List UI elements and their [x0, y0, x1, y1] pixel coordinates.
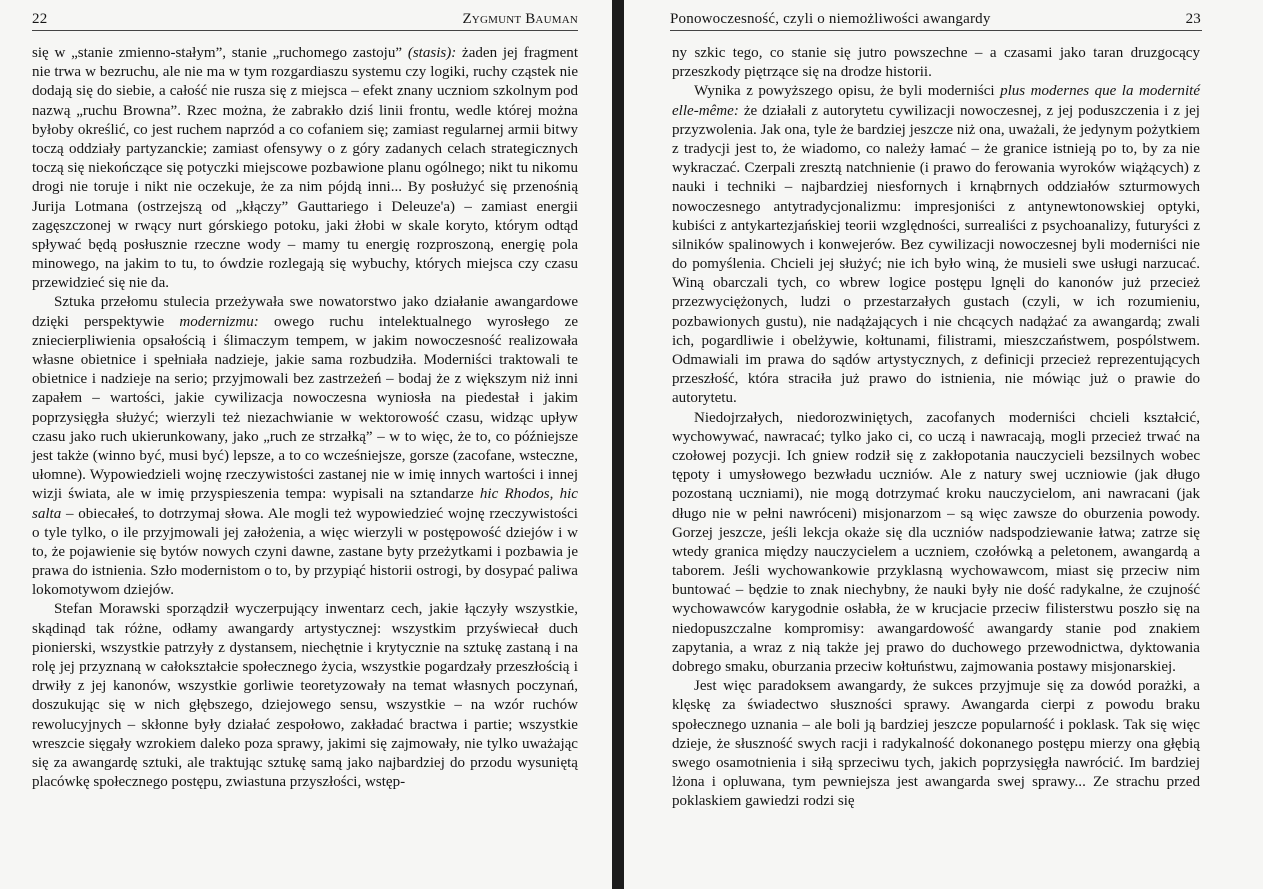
text-run: – obiecałeś, to dotrzymaj słowa. Ale mogli też wypowiedzieć wojnę rzeczywistości o tyle tylko, o ile przyjmowali jej założenia, a więc wierzyli w postępowość dziejów i w to, że pojawienie się bytów nowych czyni dawne, zastane byty przeżytkami i pozbawia je prawa do istnienia. Szło modernistom o to, by przypiąć historii ostrogi, by dosypać paliwa lokomotywom dziejów.	[32, 505, 578, 599]
paragraph	[32, 293, 578, 600]
italic-phrase: modernizmu:	[179, 313, 259, 330]
italic-phrase: (stasis):	[407, 45, 457, 61]
paragraph	[672, 677, 1200, 811]
text-run: Jest więc paradoksem awangardy, że sukces przyjmuje się za dowód porażki, a klęskę za świadectwo słuszności sprawy. Awangarda cierpi z powodu braku społecznego uznania – ale boli ją bardziej jeszcze popularność i poklask. Tak się więc dzieje, że słuszność swych racji i radykalność dokonanego postępu mierzy ona głębią swego osamotnienia i siłą sprzeciwu tych, jakich poprzysięgła nawrócić. Im bardziej lżona i opluwana, tym pewniejsza jest awangarda swej sprawy... Ze strachu przed poklaskiem gawiedzi rodzi się	[672, 678, 1200, 810]
text-run: Wynika z powyższego opisu, że byli moderniści	[694, 83, 1001, 100]
header-rule	[670, 30, 1202, 31]
text-run: Sztuka przełomu stulecia przeżywała swe nowatorstwo jako działanie awangardowe dzięki perspektywie	[32, 294, 578, 330]
running-head: Ponowoczesność, czyli o niemożliwości awangardy	[670, 11, 991, 27]
left-page	[0, 0, 612, 889]
header-rule	[32, 30, 578, 31]
paragraph	[32, 600, 578, 792]
body-text	[32, 44, 578, 792]
italic-phrase: hic Rhodos, hic salta	[32, 486, 578, 522]
text-run: ny szkic tego, co stanie się jutro powszechne – a czasami jako taran druzgocący przeszkody piętrzące się na drodze historii.	[672, 45, 1200, 81]
page-number: 22	[32, 11, 48, 27]
text-run: się w „stanie zmienno-stałym”, stanie „ruchomego zastoju”	[32, 45, 408, 61]
page-number: 23	[1185, 11, 1201, 27]
body-text	[672, 44, 1200, 812]
book-gutter	[612, 0, 624, 889]
right-page	[624, 0, 1263, 889]
text-run: żaden jej fragment nie trwa w bezruchu, ale nie ma w tym rozgardiaszu systemu czy logiki, ruchy cząstek nie dodają się do siebie, a całość nie rusza się z miejsca – efekt znany uczniom szkolnym pod nazwą „ruchu Browna”. Rzec można, że zabrakło dziś linii frontu, wedle której można byłoby określić, co jest ruchem naprzód a co cofaniem się; zamiast regularnej armii bitwy toczą oddziały partyzanckie; zamiast ofensywy o z góry zadanych celach strategicznych toczą się niekończące się potyczki miejscowe pozbawione planu ogólnego; nikt tu nikomu drogi nie toruje i nikt nie oczekuje, że za nim pójdą inni... By posłużyć się przenośnią Jurija Lotmana (ostrzejszą od „kłączy” Gauttariego i Deleuze'a) – zamiast energii zagęszczonej w rwący nurt górskiego potoku, jaki żłobi w skale koryto, którym odtąd spływać będą posłusznie rzeczne wody – mamy tu energię rozproszoną, energię pola minowego, na jakim to tu, to ówdzie rozlegają się wybuchy, których miejsca czy czasu przewidzieć się nie da.	[32, 45, 578, 292]
paragraph	[32, 44, 578, 293]
italic-phrase: plus modernes que la modernité elle-même:	[672, 83, 1200, 119]
paragraph	[672, 44, 1200, 82]
text-run: owego ruchu intelektualnego wyrosłego ze zniecierpliwienia opsałością i ślimaczym tempem, w jakim nowoczesność realizowała własne obietnice i spełniała nadzieje, jakie sama rozbudziła. Moderniści traktowali te obietnice i nadzieje na serio; przyjmowali bez zastrzeżeń – bodaj że z większym niż inni zapałem – wartości, jakie cywilizacja nowoczesna wyniosła na piedestał i jakim poprzysięgła służyć; wierzyli też niezachwianie w wektorowość czasu, widząc upływ czasu jako ruch ukierunkowany, jako „ruch ze strzałką” – w to więc, że to, co późniejsze jest także (winno być, musi być) lepsze, a to co wcześniejsze, gorsze (zacofane, wsteczne, ułomne). Wypowiedzieli wojnę rzeczywistości zastanej nie w imię innych wartości i innej wizji świata, ale w imię przyspieszenia tempa: wypisali na sztandarze	[32, 313, 579, 503]
text-run: Niedojrzałych, niedorozwiniętych, zacofanych moderniści chcieli kształcić, wychowywać, nawracać; tylko jako ci, co uczą i nawracają, mogli przecież trwać na czołowej pozycji. Ich gniew rodził się z zakłopotania nauczycieli bezsilnych wobec tępoty i umysłowego bezwładu uczniów. Ale z natury swej uczniowie (jak długo pozostaną uczniami), nie mogą dotrzymać kroku nauczycielom, ani nawracani (jak długo nie w pełni nawróceni) misjonarzom – są więc zawsze do oburzenia powody. Gorzej jeszcze, jeśli lekcja okaże się dla uczniów nadspodziewanie łatwa; zatrze się wtedy granica między nauczycielem a uczniem, czołówką a peletonem, awangardą a taborem. Jeśli wychowankowie przyklasną wychowawcom, miast się przeciw nim buntować – będzie to znak niechybny, że nauki były nie dość radykalne, że czujność wychowawców karygodnie osłabła, że w krucjacie przeciw filisterstwu poszło się na niedopuszczalne kompromisy: awangardowość awangardy stanie pod znakiem zapytania, a wraz z nią także jej prawo do duchowego przewodnictwa, dyktowania dobrego smaku, oburzania przeciw kołtuństwu, zajmowania postawy misjonarskiej.	[672, 409, 1200, 675]
text-run: Stefan Morawski sporządził wyczerpujący inwentarz cech, jakie łączyły wszystkie, skądinąd tak różne, odłamy awangardy artystycznej: wszystkim przyświecał duch pionierski, wszystkie patrzyły z dystansem, niechętnie i krytycznie na sztukę zastaną i na rolę jej przyznaną w całokształcie społecznego życia, wszystkie pogardzały przeszłością i drwiły z jej kanonów, wszystkie gorliwie teoretyzowały na temat własnych poczynań, doszukując się w nich głębszego, dziejowego sensu, wszystkie – na wzór ruchów rewolucyjnych – skłonne były działać zespołowo, zakładać bractwa i partie; wszystkie wreszcie sięgały wzrokiem daleko poza sprawy, jakimi się zajmowały, nie tylko uważając się za awangardę sztuki, ale traktując sztukę samą jako najbardziej do przodu wysuniętą placówkę społecznego postępu, zwiastuna przyszłości, wstęp-	[32, 601, 578, 791]
paragraph	[672, 82, 1200, 408]
paragraph	[672, 409, 1200, 678]
text-run: że działali z autorytetu cywilizacji nowoczesnej, z jej poduszczenia i z jej przyzwolenia. Jak ona, tyle że bardziej jeszcze niż ona, uważali, że jedynym pożytkiem z tradycji jest to, że wiadomo, co należy łamać – że granice istnieją po to, by za nie wykraczać. Czerpali zresztą natchnienie (i prawo do ferowania wyroków wiążących) z nauki i techniki – najbardziej niesfornych i krnąbrnych oddziałów szturmowych nowoczesnego antytradycjonalizmu: impresjoniści z antynewtonowskiej optyki, kubiści z antykartezjańskiej teorii względności, surrealiści z psychoanalizy, futuryści z silników spalinowych i konwejerów. Bez cywilizacji nowoczesnej byli moderniści nie do pomyślenia. Chcieli jej służyć; nie ich było winą, że musieli swe usługi narzucać. Winą obarczali tych, co wbrew logice postępu lgnęli do kanonów już przecież przezwyciężonych, ludzi o przestarzałych gustach (czyli, w ich rozumieniu, pozbawionych gustu), nie nadążających i nie chcących nadążać za awangardą; zwali ich, pogardliwie i obelżywie, kołtunami, filistrami, mieszczaństwem, pospólstwem. Odmawiali im prawa do sądów artystycznych, z definicji przecież reprezentujących przeszłość, która straciła już prawo do istnienia, nie mówiąc już o prawie do autorytetu.	[672, 102, 1200, 407]
running-head: Zygmunt Bauman	[462, 11, 578, 27]
